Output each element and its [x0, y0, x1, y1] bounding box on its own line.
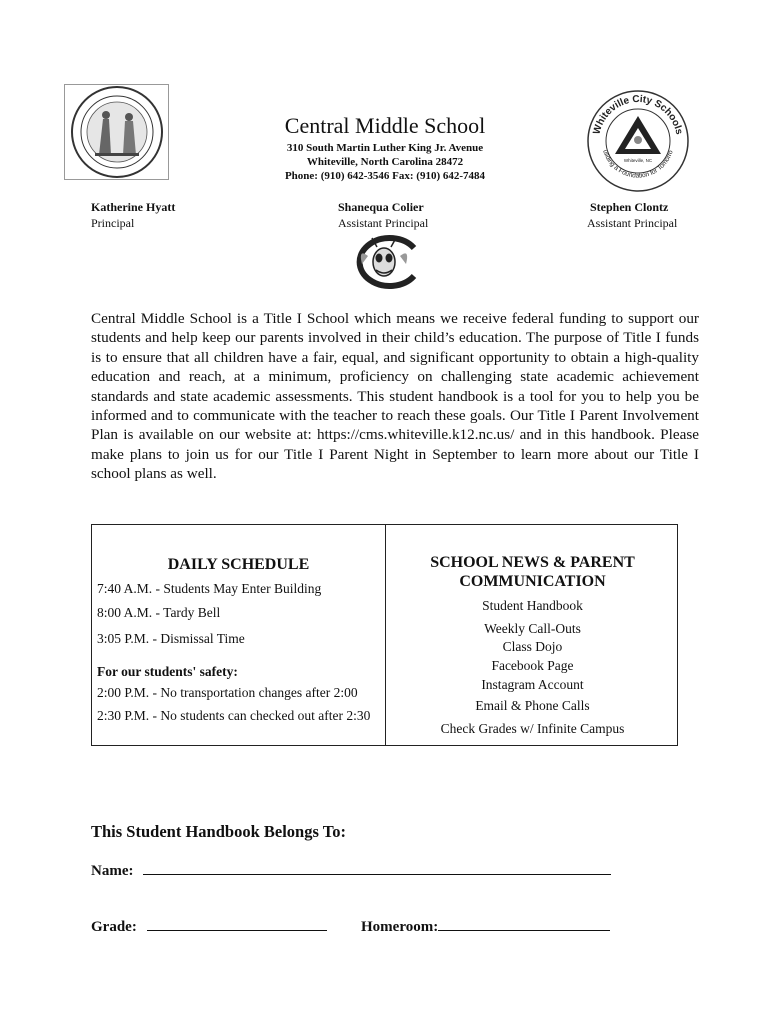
principal-name: Katherine Hyatt [91, 200, 176, 214]
grade-label: Grade: [91, 919, 137, 935]
safety-item: 2:00 P.M. - No transportation changes after 2:00 [97, 685, 358, 700]
homeroom-label: Homeroom: [361, 919, 439, 935]
news-item: Instagram Account [481, 677, 584, 692]
grade-blank-line[interactable] [147, 916, 327, 931]
wcs-top-text: Whiteville City Schools [591, 93, 685, 136]
title-one-intro-paragraph: Central Middle School is a Title I School which means we receive federal funding to support our students and help keep our parents involved in their child’s education. The purpose of Title I funds is to ensure that all children have a fair, equal, and significant opportunity to obtain a high-quality education and reach, at a minimum, proficiency on challenging state academic achievement standards and state academic assessments. This student handbook is a tool for you to help you be informed and to communicate with the teacher to reach these goals. Our Title I Parent Involvement Plan is available on our website at: https://cms.whiteville.k12.nc.us/ and in this handbook. Please make plans to join us for our Title I Parent Night in September to learn more about our Title I school plans as well. [91, 310, 699, 483]
school-news-heading [386, 553, 679, 591]
wcs-center-text: Whiteville, NC [623, 158, 653, 163]
grade-field[interactable] [91, 916, 327, 936]
news-item: Class Dojo [502, 639, 563, 654]
safety-heading: For our students' safety: [97, 664, 238, 679]
school-name: Central Middle School [284, 113, 486, 138]
assistant-principal-2-name: Stephen Clontz [590, 200, 669, 214]
name-label: Name: [91, 863, 134, 879]
homeroom-blank-line[interactable] [438, 916, 610, 931]
assistant-principal-1-name: Shanequa Colier [338, 200, 424, 214]
schedule-item: 8:00 A.M. - Tardy Bell [97, 605, 221, 620]
state-seal-logo [64, 84, 169, 180]
name-blank-line[interactable] [143, 860, 611, 875]
assistant-principal-2-role: Assistant Principal [587, 216, 678, 230]
news-item: Check Grades w/ Infinite Campus [440, 721, 625, 736]
wcs-bottom-text: uilding a Foundation for Tomorro [601, 149, 675, 180]
school-news-heading-line1: SCHOOL NEWS & PARENT [430, 554, 635, 571]
schedule-item: 7:40 A.M. - Students May Enter Building [97, 581, 322, 596]
school-phone: Phone: (910) 642-3546 Fax: (910) 642-7484 [284, 170, 486, 182]
whiteville-city-schools-logo [585, 88, 691, 194]
daily-schedule-heading: DAILY SCHEDULE [167, 556, 310, 573]
news-item: Email & Phone Calls [475, 698, 590, 713]
name-field[interactable] [91, 860, 611, 880]
school-news-heading-line2: COMMUNICATION [459, 573, 606, 590]
news-item: Facebook Page [491, 658, 574, 673]
safety-item: 2:30 P.M. - No students can checked out after 2:30 [97, 708, 371, 723]
school-address: 310 South Martin Luther King Jr. Avenue [286, 142, 484, 154]
mascot-logo [348, 234, 420, 290]
assistant-principal-1-role: Assistant Principal [338, 216, 429, 230]
handbook-owner-heading: This Student Handbook Belongs To: [91, 822, 346, 841]
news-item: Student Handbook [482, 598, 583, 613]
principal-role: Principal [91, 216, 135, 230]
schedule-communication-table [91, 524, 678, 746]
homeroom-field[interactable] [361, 916, 610, 936]
news-item: Weekly Call-Outs [484, 621, 581, 636]
school-city: Whiteville, North Carolina 28472 [306, 156, 464, 168]
schedule-item: 3:05 P.M. - Dismissal Time [97, 631, 245, 646]
